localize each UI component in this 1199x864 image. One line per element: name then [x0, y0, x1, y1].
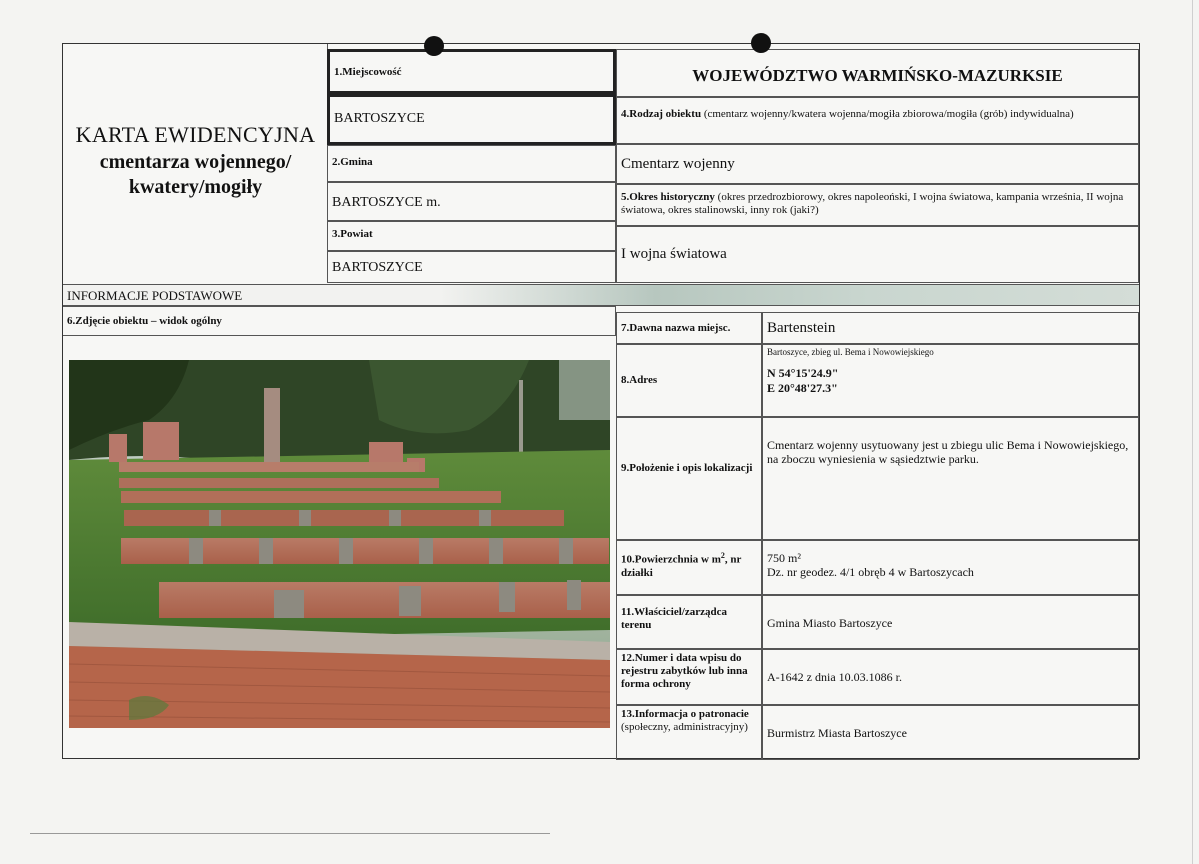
- card-subtitle-line1: cmentarza wojennego/: [99, 151, 292, 173]
- polozenie-label: 9.Położenie i opis lokalizacji: [616, 417, 762, 540]
- powierzchnia-label: [616, 540, 762, 595]
- adres-latitude: N 54°15'24.9": [767, 365, 839, 380]
- patronat-label-rest: (społeczny, administracyjny): [621, 721, 748, 734]
- wojewodztwo-header: WOJEWÓDZTWO WARMIŃSKO-MAZURKSIE: [616, 49, 1139, 97]
- dawna-nazwa-value: Bartenstein: [762, 312, 1139, 344]
- rodzaj-obiektu-hint: (cmentarz wojenny/kwatera wojenna/mogiła zbiorowa/mogiła (grób) indywidualna): [701, 108, 1074, 120]
- rodzaj-obiektu-value: Cmentarz wojenny: [616, 144, 1139, 184]
- powierzchnia-label-sup: 2: [720, 551, 725, 560]
- okres-historyczny-value: I wojna światowa: [616, 226, 1139, 283]
- dawna-nazwa-label: 7.Dawna nazwa miejsc.: [616, 312, 762, 344]
- photo-label: 6.Zdjęcie obiektu – widok ogólny: [63, 306, 616, 336]
- miejscowosc-label: 1.Miejscowość: [327, 49, 616, 94]
- wlasciciel-value: Gmina Miasto Bartoszyce: [762, 595, 1139, 649]
- adres-label: 8.Adres: [616, 344, 762, 417]
- page-edge: [1192, 0, 1193, 864]
- okres-historyczny-hint: (okres przedrozbiorowy, okres napoleoński, I wojna światowa, kampania września, II wojna światowa, okres stalinowski, inny rok (jaki?): [621, 191, 1124, 217]
- patronat-value: Burmistrz Miasta Bartoszyce: [762, 705, 1139, 760]
- adres-value: [762, 344, 1139, 417]
- card-subtitle: [63, 150, 328, 200]
- punch-hole: [424, 36, 444, 56]
- okres-historyczny-cell: [616, 184, 1139, 226]
- rodzaj-obiektu-label: 4.Rodzaj obiektu: [621, 108, 702, 120]
- powierzchnia-value-cell: [762, 540, 1139, 595]
- card-title-block: [63, 44, 328, 279]
- adres-longitude: E 20°48'27.3": [767, 380, 838, 395]
- wlasciciel-label: 11.Właściciel/zarządca terenu: [616, 595, 762, 649]
- section-title: INFORMACJE PODSTAWOWE: [63, 284, 1139, 306]
- rejestr-label: 12.Numer i data wpisu do rejestru zabytków lub inna forma ochrony: [616, 649, 762, 705]
- punch-hole: [751, 33, 771, 53]
- card-subtitle-line2: kwatery/mogiły: [128, 176, 263, 198]
- okres-historyczny-label: 5.Okres historyczny: [621, 191, 715, 203]
- dzialka-value: Dz. nr geodez. 4/1 obręb 4 w Bartoszycach: [767, 565, 974, 580]
- patronat-label: [616, 705, 762, 760]
- patronat-label-main: 13.Informacja o patronacie: [621, 708, 749, 720]
- rodzaj-obiektu-cell: [616, 97, 1139, 144]
- powierzchnia-label-rest: , nr działki: [621, 553, 742, 579]
- record-card: [62, 43, 1140, 759]
- powierzchnia-label-main: 10.Powierzchnia w m: [621, 553, 721, 566]
- powierzchnia-value: 750 m²: [767, 551, 801, 565]
- adres-coordinates: [767, 366, 1134, 396]
- bottom-rule: [30, 833, 550, 834]
- cemetery-photo: [69, 360, 610, 728]
- powiat-value: BARTOSZYCE: [327, 251, 616, 283]
- powiat-label: 3.Powiat: [327, 221, 616, 251]
- card-title: KARTA EWIDENCYJNA: [75, 122, 316, 147]
- gmina-label: 2.Gmina: [327, 145, 616, 182]
- gmina-value: BARTOSZYCE m.: [327, 182, 616, 221]
- miejscowosc-value: BARTOSZYCE: [327, 94, 616, 145]
- rejestr-value: A-1642 z dnia 10.03.1086 r.: [762, 649, 1139, 705]
- polozenie-value: Cmentarz wojenny usytuowany jest u zbiegu ulic Bema i Nowowiejskiego, na zboczu wyniesienia w sąsiedztwie parku.: [762, 417, 1139, 540]
- adres-street: Bartoszyce, zbieg ul. Bema i Nowowiejskiego: [767, 347, 934, 357]
